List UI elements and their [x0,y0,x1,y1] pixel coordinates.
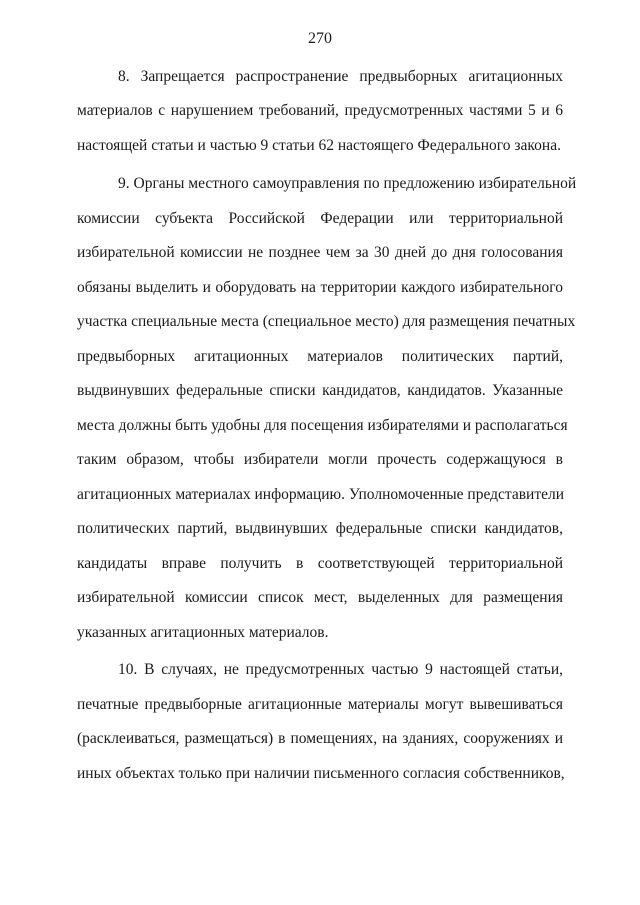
paragraph-line: обязаны выделить и оборудовать на территории каждого избирательного [77,279,563,296]
paragraph-line: 8. Запрещается распространение предвыборных агитационных [118,68,563,85]
paragraph-line: предвыборных агитационных материалов политических партий, [77,348,563,365]
paragraph-line: комиссии субъекта Российской Федерации или территориальной [77,210,563,227]
paragraph-line: участка специальные места (специальное место) для размещения печатных [77,313,576,330]
paragraph-line: избирательной комиссии список мест, выделенных для размещения [77,589,563,606]
paragraph-line: настоящей статьи и частью 9 статьи 62 настоящего Федерального закона. [77,137,561,154]
paragraph-line: политических партий, выдвинувших федеральные списки кандидатов, [77,520,563,537]
paragraph-line: 10. В случаях, не предусмотренных частью 9 настоящей статьи, [118,661,563,678]
paragraph-line: таким образом, чтобы избиратели могли прочесть содержащуюся в [77,451,563,468]
paragraph-line: (расклеиваться, размещаться) в помещениях, на зданиях, сооружениях и [77,730,563,747]
paragraph-line: выдвинувших федеральные списки кандидатов, кандидатов. Указанные [77,382,563,399]
paragraph-line: избирательной комиссии не позднее чем за 30 дней до дня голосования [77,244,563,261]
paragraph-line: кандидаты вправе получить в соответствующей территориальной [77,555,563,572]
paragraph-line: 9. Органы местного самоуправления по предложению избирательной [118,175,577,192]
paragraph-line: указанных агитационных материалов. [77,624,329,641]
paragraph-line: места должны быть удобны для посещения избирателями и располагаться [77,417,568,434]
paragraph-line: агитационных материалах информацию. Уполномоченные представители [77,486,565,503]
paragraph-line: иных объектах только при наличии письменного согласия собственников, [77,765,565,782]
paragraph-line: материалов с нарушением требований, предусмотренных частями 5 и 6 [77,102,563,119]
paragraph-line: печатные предвыборные агитационные материалы могут вывешиваться [77,696,563,713]
page-number: 270 [308,30,332,47]
